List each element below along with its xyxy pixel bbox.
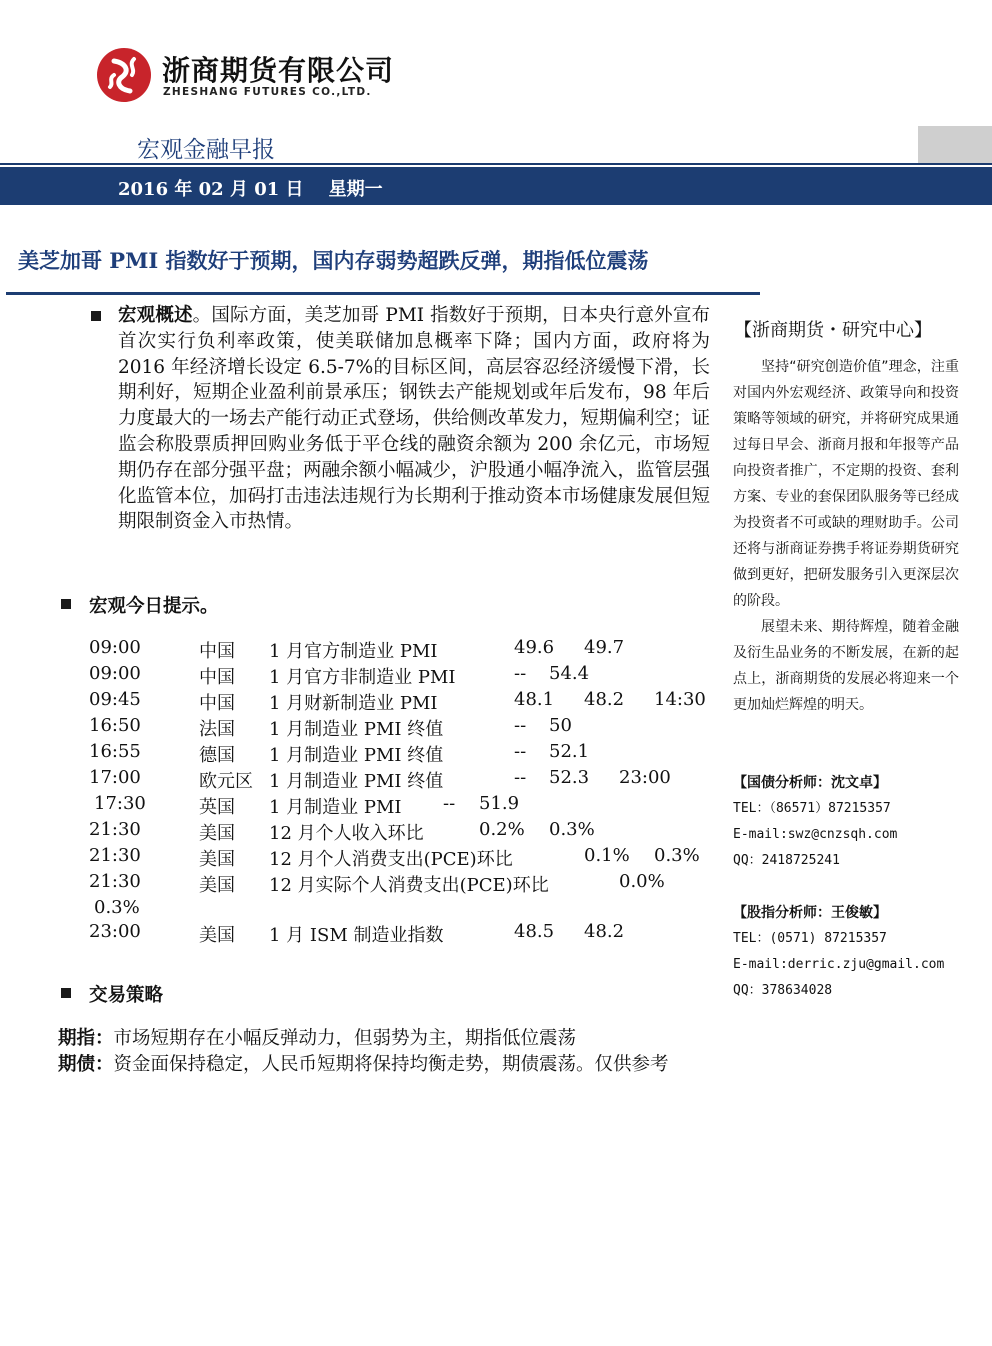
calendar-region: 中国 [199,693,235,714]
bullet-square-icon [91,311,101,321]
calendar-value-b: 50 [549,715,572,736]
headline-rule [6,292,760,295]
calendar-event: 12 月个人消费支出(PCE)环比 [269,849,513,870]
calendar-value-a: 0.1% [584,845,630,866]
analyst-name: 【国债分析师：沈文卓】 [733,775,887,791]
bullet-square-icon [61,988,71,998]
calendar-row [89,793,729,819]
calendar-time: 16:50 [89,715,141,736]
calendar-event: 1 月官方制造业 PMI [269,641,438,662]
calendar-event: 1 月制造业 PMI 终值 [269,719,444,740]
calendar-region: 法国 [199,719,235,740]
calendar-value-a: 0.0% [619,871,665,892]
calendar-row [89,845,729,871]
calendar-wrapped-value: 0.3% [94,897,140,918]
calendar-event: 12 月实际个人消费支出(PCE)环比 [269,875,549,896]
sidebar-description [733,354,959,718]
calendar-event: 1 月制造业 PMI 终值 [269,745,444,766]
header-gray-block [918,126,992,164]
calendar-row [89,871,729,897]
company-name-english: ZHESHANG FUTURES CO.,LTD. [163,86,372,98]
calendar-time: 09:45 [89,689,141,710]
calendar-row [89,689,729,715]
calendar-time: 17:30 [94,793,146,814]
calendar-value-b: 0.3% [549,819,595,840]
calendar-row [89,921,729,947]
analyst-card [733,770,897,874]
strategy-text: 资金面保持稳定，人民币短期将保持均衡走势，期债震荡。仅供参考 [113,1054,669,1075]
calendar-row [89,715,729,741]
calendar-value-b: 49.7 [584,637,625,658]
calendar-value-a: -- [514,767,527,788]
calendar-region: 欧元区 [199,771,253,792]
calendar-row [89,741,729,767]
sidebar-paragraph: 坚持“研究创造价值”理念，注重对国内外宏观经济、政策导向和投资策略等领域的研究，并将研究成果通过每日早会、浙商月报和年报等产品向投资者推广，不定期的投资、套利方案、专业的套保团队服务等已经成为投资者不可或缺的理财助手。公司还将与浙商证券携手将证券期货研究做到更好，把研发服务引入更深层次的阶段。 [733,359,959,609]
calendar-row [89,819,729,845]
calendar-value-b: 52.3 [549,767,590,788]
overview-paragraph [118,303,710,535]
calendar-title: 宏观今日提示。 [89,596,219,617]
calendar-value-a: -- [514,663,527,684]
strategy-title: 交易策略 [89,985,164,1006]
analyst-email[interactable]: E-mail:derric.zju@gmail.com [733,957,945,972]
overview-text: 。国际方面，美芝加哥 PMI 指数好于预期，日本央行意外宣布首次实行负利率政策，使美联储加息概率下降；国内方面，政府将为 2016 年经济增长设定 6.5-7%的目标区间，高层容忍经济缓慢下滑，长期利好，短期企业盈利前景承压；钢铁去产能规划或年后发布，98 年后力度最大的一场去产能行动正式登场，供给侧改革发力，短期偏利空；证监会称股票质押回购业务低于平仓线的融资余额为 200 余亿元，市场短期仍存在部分强平盘；两融余额小幅减少，沪股通小幅净流入，监管层强化监管本位，加码打击违法违规行为长期利于推动资本市场健康发展但短期限制资金入市热情。 [118,305,711,533]
calendar-value-b: 0.3% [654,845,700,866]
calendar-value-a: -- [514,715,527,736]
analyst-tel: TEL：（86571）87215357 [733,801,891,816]
calendar-value-a: 49.6 [514,637,555,658]
calendar-value-b: 54.4 [549,663,590,684]
calendar-region: 德国 [199,745,235,766]
calendar-region: 美国 [199,925,235,946]
calendar-value-b: 48.2 [584,689,625,710]
calendar-event: 1 月制造业 PMI 终值 [269,771,444,792]
analyst-card [733,900,944,1004]
calendar-value-c: 23:00 [619,767,671,788]
report-date: 2016 年 02 月 01 日 星期一 [118,179,383,200]
analyst-name: 【股指分析师：王俊敏】 [733,905,887,921]
calendar-value-a: 0.2% [479,819,525,840]
company-name: 浙商期货有限公司 [162,54,395,87]
calendar-row [89,637,729,663]
calendar-region: 美国 [199,875,235,896]
calendar-time: 16:55 [89,741,141,762]
calendar-value-b: 48.2 [584,921,625,942]
header-divider [0,163,992,165]
strategy-key: 期债： [58,1054,114,1075]
calendar-region: 中国 [199,641,235,662]
strategy-block [58,1026,710,1078]
sidebar-paragraph: 展望未来、期待辉煌，随着金融及衍生品业务的不断发展，在新的起点上，浙商期货的发展必将迎来一个更加灿烂辉煌的明天。 [733,619,959,713]
calendar-value-a: -- [514,741,527,762]
calendar-time: 17:00 [89,767,141,788]
calendar-value-a: 48.1 [514,689,555,710]
calendar-region: 中国 [199,667,235,688]
calendar-time: 09:00 [89,663,141,684]
calendar-value-b: 51.9 [479,793,520,814]
calendar-time: 21:30 [89,819,141,840]
calendar-region: 英国 [199,797,235,818]
overview-label: 宏观概述 [118,305,193,326]
calendar-event: 12 月个人收入环比 [269,823,424,844]
economic-calendar [89,637,729,947]
calendar-event: 1 月财新制造业 PMI [269,693,438,714]
analyst-qq: QQ：378634028 [733,983,833,998]
report-title: 宏观金融早报 [137,137,275,163]
calendar-time: 21:30 [89,845,141,866]
analyst-qq: QQ：2418725241 [733,853,840,868]
calendar-event: 1 月制造业 PMI [269,797,402,818]
sidebar-title: 【浙商期货・研究中心】 [734,320,932,341]
strategy-key: 期指： [58,1028,114,1049]
company-logo [96,47,152,103]
calendar-value-c: 14:30 [654,689,706,710]
calendar-event: 1 月 ISM 制造业指数 [269,925,444,946]
bullet-square-icon [61,599,71,609]
headline: 美芝加哥 PMI 指数好于预期，国内存弱势超跌反弹，期指低位震荡 [18,248,649,273]
calendar-value-a: 48.5 [514,921,555,942]
calendar-time: 21:30 [89,871,141,892]
analyst-tel: TEL：(0571) 87215357 [733,931,887,946]
calendar-row [89,897,729,921]
analyst-email[interactable]: E-mail:swz@cnzsqh.com [733,827,898,842]
calendar-region: 美国 [199,849,235,870]
calendar-region: 美国 [199,823,235,844]
calendar-value-b: 52.1 [549,741,590,762]
calendar-row [89,767,729,793]
calendar-time: 09:00 [89,637,141,658]
strategy-text: 市场短期存在小幅反弹动力，但弱势为主，期指低位震荡 [113,1028,577,1049]
calendar-event: 1 月官方非制造业 PMI [269,667,456,688]
calendar-time: 23:00 [89,921,141,942]
calendar-row [89,663,729,689]
calendar-value-a: -- [443,793,456,814]
